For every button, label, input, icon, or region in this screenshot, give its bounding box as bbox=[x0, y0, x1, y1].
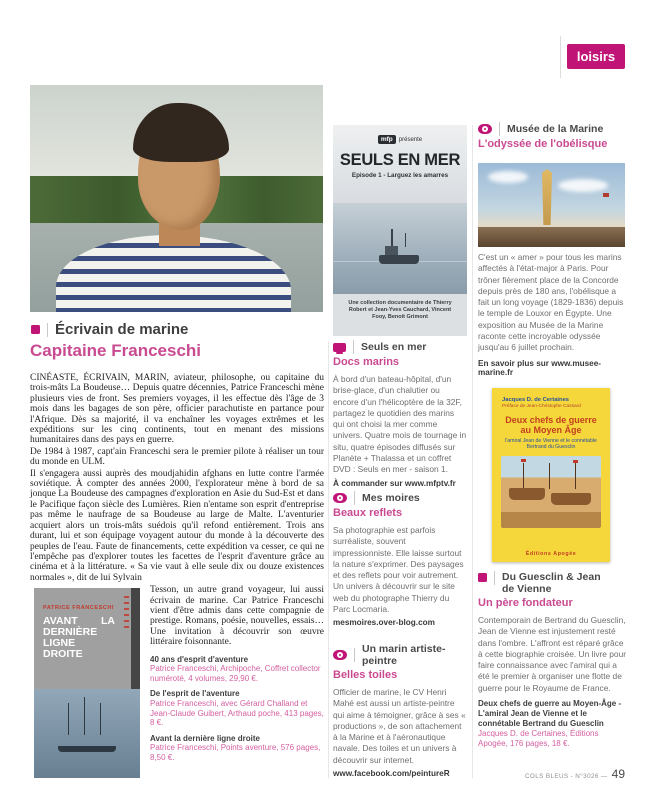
trawler-sea-photo bbox=[333, 203, 467, 300]
hero-photo-franceschi bbox=[30, 85, 323, 312]
article-wrap-zone bbox=[30, 585, 324, 762]
section-kicker-row bbox=[333, 340, 467, 354]
kicker-divider bbox=[354, 648, 355, 662]
section-body: Officier de marine, le CV Henri Mahé est aussi un artiste-peintre qui aime à témoigner, grâce à ses « productions », de son attachement à la Marine et à l'aéronautique navale. Des toiles et un univers à découvrir sur internet. bbox=[333, 687, 466, 765]
section-kicker: Du Guesclin & Jean de Vienne bbox=[502, 571, 601, 595]
red-splatter-decoration bbox=[124, 596, 129, 630]
kicker-divider bbox=[499, 122, 500, 136]
book-icon bbox=[478, 573, 487, 582]
medieval-naval-battle-painting bbox=[501, 456, 601, 528]
magazine-issue: COLS BLEUS - N°3026 — bbox=[524, 773, 608, 780]
section-musee-marine bbox=[478, 122, 625, 156]
museum-text-block bbox=[478, 252, 625, 377]
bibliography-title: Avant la dernière ligne droite bbox=[150, 733, 260, 743]
article-body bbox=[30, 373, 324, 780]
ship-mast bbox=[84, 697, 85, 735]
flag bbox=[603, 193, 609, 197]
section-title: L'odyssée de l'obélisque bbox=[478, 138, 608, 150]
poster-header bbox=[333, 125, 467, 203]
book-cover-avant-la-derniere-ligne-droite bbox=[34, 588, 140, 778]
link-musee-marine[interactable]: En savoir plus sur www.musee-marine.fr bbox=[478, 358, 601, 377]
section-kicker: Mes moires bbox=[362, 492, 420, 504]
section-kicker-row bbox=[333, 643, 467, 667]
article-paragraph: Tesson, un autre grand voyageur, lui aussi écrivain de marine. Car Patrice Franceschi vient d'être admis dans cette compagnie de prestige. Romans, poésie, nouvelles, essais… Une invitation à découvrir son œuvre littéraire foisonnante. bbox=[150, 585, 324, 648]
bibliography-details: Patrice Franceschi, Points aventure, 576 pages, 8,50 €. bbox=[150, 743, 321, 762]
ship-hull bbox=[58, 746, 116, 752]
section-du-guesclin bbox=[478, 571, 628, 749]
book-spine bbox=[131, 588, 140, 689]
kicker-divider bbox=[494, 571, 495, 585]
obelisk bbox=[542, 169, 552, 225]
article-title: Capitaine Franceschi bbox=[30, 341, 202, 360]
poster-brand-row bbox=[333, 125, 467, 144]
article-paragraph: CINÉASTE, ÉCRIVAIN, MARIN, aviateur, philosophe, ou capitaine du trois-mâts La Boudeuse… Depuis quatre décennies, Patrice Franceschi mène plusieurs vies de front. Ses premiers voyages, il les effectue dès l'âge de 3 mois dans les bagages de son père, officier parachutiste en partance pour l'Afrique. Dès sa majorité, il va enchaîner les voyages extrêmes et les expéditions sur les cinq continents, tout en menant des missions humanitaires dans des pays en guerre. bbox=[30, 373, 324, 446]
book-cover-subtitle: l'amiral Jean de Vienne et le connétable Bertrand du Guesclin bbox=[505, 438, 597, 451]
section-title: Un père fondateur bbox=[478, 597, 573, 609]
kicker-divider bbox=[47, 323, 48, 337]
column-divider bbox=[472, 125, 473, 778]
book-cover-title: AVANT LA DERNIÈRE LIGNE DROITE bbox=[43, 615, 115, 661]
section-body: À bord d'un bateau-hôpital, d'un brise-glace, d'un chalutier ou encore d'un l'hélicoptère de la 32F, partagez le quotidien des marins qui ont choisi la mer comme univers. Quatre mois de tournage in situ, quatre épisodes diffusés sur Planète + Thalassa et un coffret DVD : Seuls en mer - saison 1. bbox=[333, 374, 467, 475]
poster-credits: Une collection documentaire de Thierry Robert et Jean-Yves Cauchard, Vincent Fooy, Benoit Grimont bbox=[333, 294, 467, 336]
section-title: Docs marins bbox=[333, 356, 400, 368]
ship-mast bbox=[523, 463, 524, 489]
ship-mast bbox=[549, 463, 550, 489]
ship-hull bbox=[509, 488, 545, 500]
section-title: Beaux reflets bbox=[333, 507, 403, 519]
section-body: C'est un « amer » pour tous les marins affectés à l'état-major à Paris. Pour trôner fièrement place de la Concorde depuis près de 180 ans, l'obélisque a fait un long voyage (1829-1836) depuis le temple de Louxor en Égypte. Une exposition au Musée de la Marine raconte cette incroyable odyssée jusqu'au 6 juillet prochain. bbox=[478, 252, 624, 353]
bibliography-title: 40 ans d'esprit d'aventure bbox=[150, 654, 249, 664]
section-kicker-row bbox=[333, 491, 467, 505]
book-cover-author: PATRICE FRANCESCHI bbox=[43, 605, 114, 612]
eye-icon bbox=[333, 650, 347, 660]
column-divider bbox=[328, 341, 329, 778]
trawler-mast bbox=[391, 229, 393, 247]
article-paragraph: Il s'engagera aussi auprès des moudjahidin afghans en lutte contre l'armée soviétique. À compter des années 2000, l'explorateur mène à bord de sa jonque La Boudeuse des campagnes d'exploration en Asie du Sud-Est et dans le Pacifique façon siècle des Lumières. Rien n'entame son esprit d'entreprise pas même le naufrage de sa Boudeuse au large de Malte. L'aventurier acquiert alors un trois-mâts suédois qu'il refond entièrement. Trois ans durant, lui et son équipage voyagent autour du monde à la découverte des peuples de l'eau. Faute de financements, cette expédition va cesser, ce qui ne l'empêche pas d'explorer toutes les facettes de l'esprit d'aventure grâce au cinéma et à la littérature. « Sa vie vaut à elle seule dix ou douze existences normales », dit de lui Sylvain bbox=[30, 468, 324, 583]
link-mesmoires-blog[interactable]: mesmoires.over-blog.com bbox=[333, 618, 435, 628]
eye-icon bbox=[478, 124, 492, 134]
section-kicker-row bbox=[478, 122, 625, 136]
poster-seuls-en-mer bbox=[333, 125, 467, 336]
poster-title: SEULS EN MER bbox=[339, 151, 461, 169]
cloud bbox=[558, 179, 608, 192]
link-mfptv[interactable]: À commander sur www.mfptv.fr bbox=[333, 478, 456, 488]
book-cover-publisher: Éditions Apogée bbox=[525, 551, 577, 557]
mfp-logo: mfp bbox=[378, 135, 396, 144]
section-body: Sa photographie est parfois surréaliste, souvent impressionniste. Elle laisse surtout la nature s'exprimer. Des paysages et des reflets pour voir autrement. Un univers à découvrir sur le site web du photographe Thierry du Parc Locmaria. bbox=[333, 525, 464, 615]
page-footer bbox=[525, 767, 625, 781]
book-cover-preface: Préface de Jean-Christophe Cassard bbox=[502, 404, 581, 409]
article-kicker: Écrivain de marine bbox=[55, 321, 189, 338]
obelisk-exhibition-image bbox=[478, 163, 625, 247]
poster-subtitle: Episode 1 - Larguez les amarres bbox=[351, 172, 449, 179]
page-number: 49 bbox=[611, 767, 625, 781]
section-docs-marins bbox=[333, 340, 467, 488]
eye-icon bbox=[333, 493, 347, 503]
crowd-silhouette bbox=[478, 227, 625, 247]
kicker-divider bbox=[354, 491, 355, 505]
ship-mast bbox=[100, 703, 101, 735]
ship-photo bbox=[34, 689, 140, 778]
pennant-flag bbox=[521, 459, 526, 462]
link-facebook-peinture[interactable]: www.facebook.com/peintureR bbox=[333, 769, 450, 779]
bibliography-details: Patrice Franceschi, avec Gérard Challand et Jean-Claude Guibert, Arthaud poche, 413 pages, 8 €. bbox=[150, 698, 324, 728]
section-kicker-row bbox=[478, 571, 628, 595]
tv-icon bbox=[333, 343, 346, 352]
book-reference-details: Jacques D. de Certaines, Éditions Apogée, 176 pages, 18 €. bbox=[478, 729, 599, 749]
ship-mast bbox=[575, 463, 576, 489]
article-kicker-row bbox=[31, 321, 188, 338]
section-belles-toiles bbox=[333, 643, 467, 778]
loisirs-tab[interactable]: loisirs bbox=[567, 44, 625, 69]
book-cover-author: Jacques D. de Certaines bbox=[502, 397, 570, 403]
section-title: Belles toiles bbox=[333, 669, 398, 681]
ship-hull bbox=[551, 493, 591, 505]
square-section-icon bbox=[31, 325, 40, 334]
pennant-flag bbox=[573, 460, 578, 463]
bibliography-title: De l'esprit de l'aventure bbox=[150, 689, 240, 699]
section-kicker: Musée de la Marine bbox=[507, 123, 604, 135]
trawler-cabin bbox=[385, 246, 398, 255]
kicker-divider bbox=[353, 340, 354, 354]
section-kicker: Seuls en mer bbox=[361, 341, 427, 353]
book-reference-title: Deux chefs de guerre au Moyen-Âge - L'amiral Jean de Vienne et le connétable Bertrand du Guesclin bbox=[478, 699, 622, 729]
cloud bbox=[488, 171, 528, 183]
article-paragraph: De 1984 à 1987, capt'ain Franceschi sera le premier pilote à réaliser un tour du monde en ULM. bbox=[30, 446, 324, 468]
book-cover-title: Deux chefs de guerre au Moyen Âge bbox=[505, 415, 597, 435]
book-cover-deux-chefs-de-guerre bbox=[492, 388, 610, 562]
trawler-mast bbox=[405, 233, 406, 247]
section-beaux-reflets bbox=[333, 491, 467, 627]
section-body: Contemporain de Bertrand du Guesclin, Jean de Vienne est injustement resté dans l'ombre. L'affront est réparé grâce à cette biographie croisée. Un livre pour faire connaissance avec l'amiral qui a été le premier à organiser une flotte de guerre pour le Royaume de France. bbox=[478, 615, 627, 693]
trawler-hull bbox=[379, 255, 419, 264]
bibliography-details: Patrice Franceschi, Archipoche, Coffret collector numéroté, 4 volumes, 29,90 €. bbox=[150, 664, 321, 683]
poster-presents-label: présente bbox=[398, 136, 423, 143]
ship-mast bbox=[68, 703, 69, 735]
section-kicker: Un marin artiste-peintre bbox=[362, 643, 446, 667]
tab-divider-line bbox=[560, 36, 561, 78]
